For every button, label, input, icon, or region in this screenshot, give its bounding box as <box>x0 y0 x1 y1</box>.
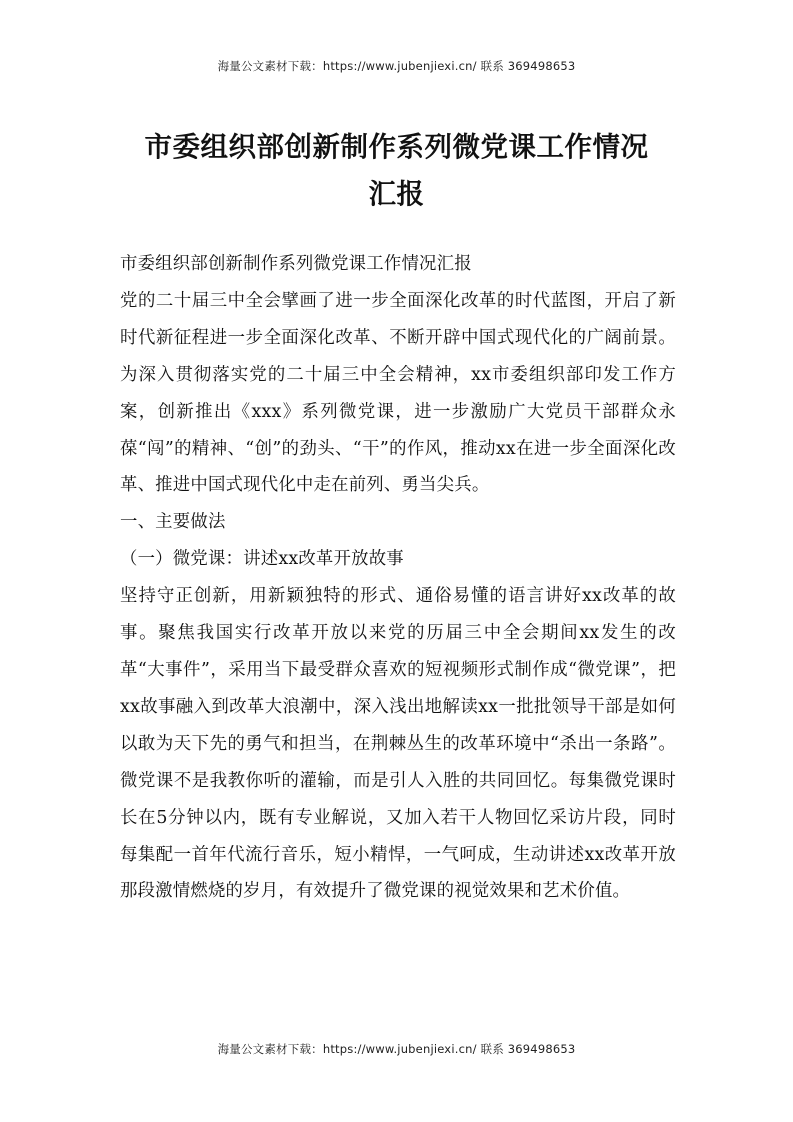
document-body <box>120 246 676 910</box>
subsection-heading: （一）微党课：讲述xx改革开放故事 <box>120 549 404 570</box>
document-subtitle: 市委组织部创新制作系列微党课工作情况汇报 <box>120 254 472 274</box>
body-paragraph: 坚持守正创新，用新颖独特的形式、通俗易懂的语言讲好xx改革的故事。聚焦我国实行改革开放以来党的历届三中全会期间xx发生的改革“大事件”，采用当下最受群众喜欢的短视频形式制作成“微党课”，把xx故事融入到改革大浪潮中，深入浅出地解读xx一批批领导干部是如何以敢为天下先的勇气和担当，在荆棘丛生的改革环境中“杀出一条路”。微党课不是我教你听的灌输，而是引人入胜的共同回忆。每集微党课时长在5分钟以内，既有专业解说，又加入若干人物回忆采访片段，同时每集配一首年代流行音乐，短小精悍，一气呵成，生动讲述xx改革开放那段激情燃烧的岁月，有效提升了微党课的视觉效果和艺术价值。 <box>120 586 676 902</box>
intro-paragraph: 党的二十届三中全会擘画了进一步全面深化改革的时代蓝图，开启了新时代新征程进一步全面深化改革、不断开辟中国式现代化的广阔前景。为深入贯彻落实党的二十届三中全会精神，xx市委组织部印发工作方案，创新推出《xxx》系列微党课，进一步激励广大党员干部群众永葆“闯”的精神、“创”的劲头、“干”的作风，推动xx在进一步全面深化改革、推进中国式现代化中走在前列、勇当尖兵。 <box>120 290 676 496</box>
title-line-2: 汇报 <box>368 178 425 210</box>
header-watermark-text: 海量公文素材下载：https://www.jubenjiexi.cn/ 联系 369498653 <box>217 59 576 73</box>
document-title <box>120 124 673 218</box>
title-line-1: 市委组织部创新制作系列微党课工作情况 <box>144 131 649 163</box>
footer-watermark-text: 海量公文素材下载：https://www.jubenjiexi.cn/ 联系 369498653 <box>217 1042 576 1056</box>
section-heading: 一、主要做法 <box>120 512 226 533</box>
